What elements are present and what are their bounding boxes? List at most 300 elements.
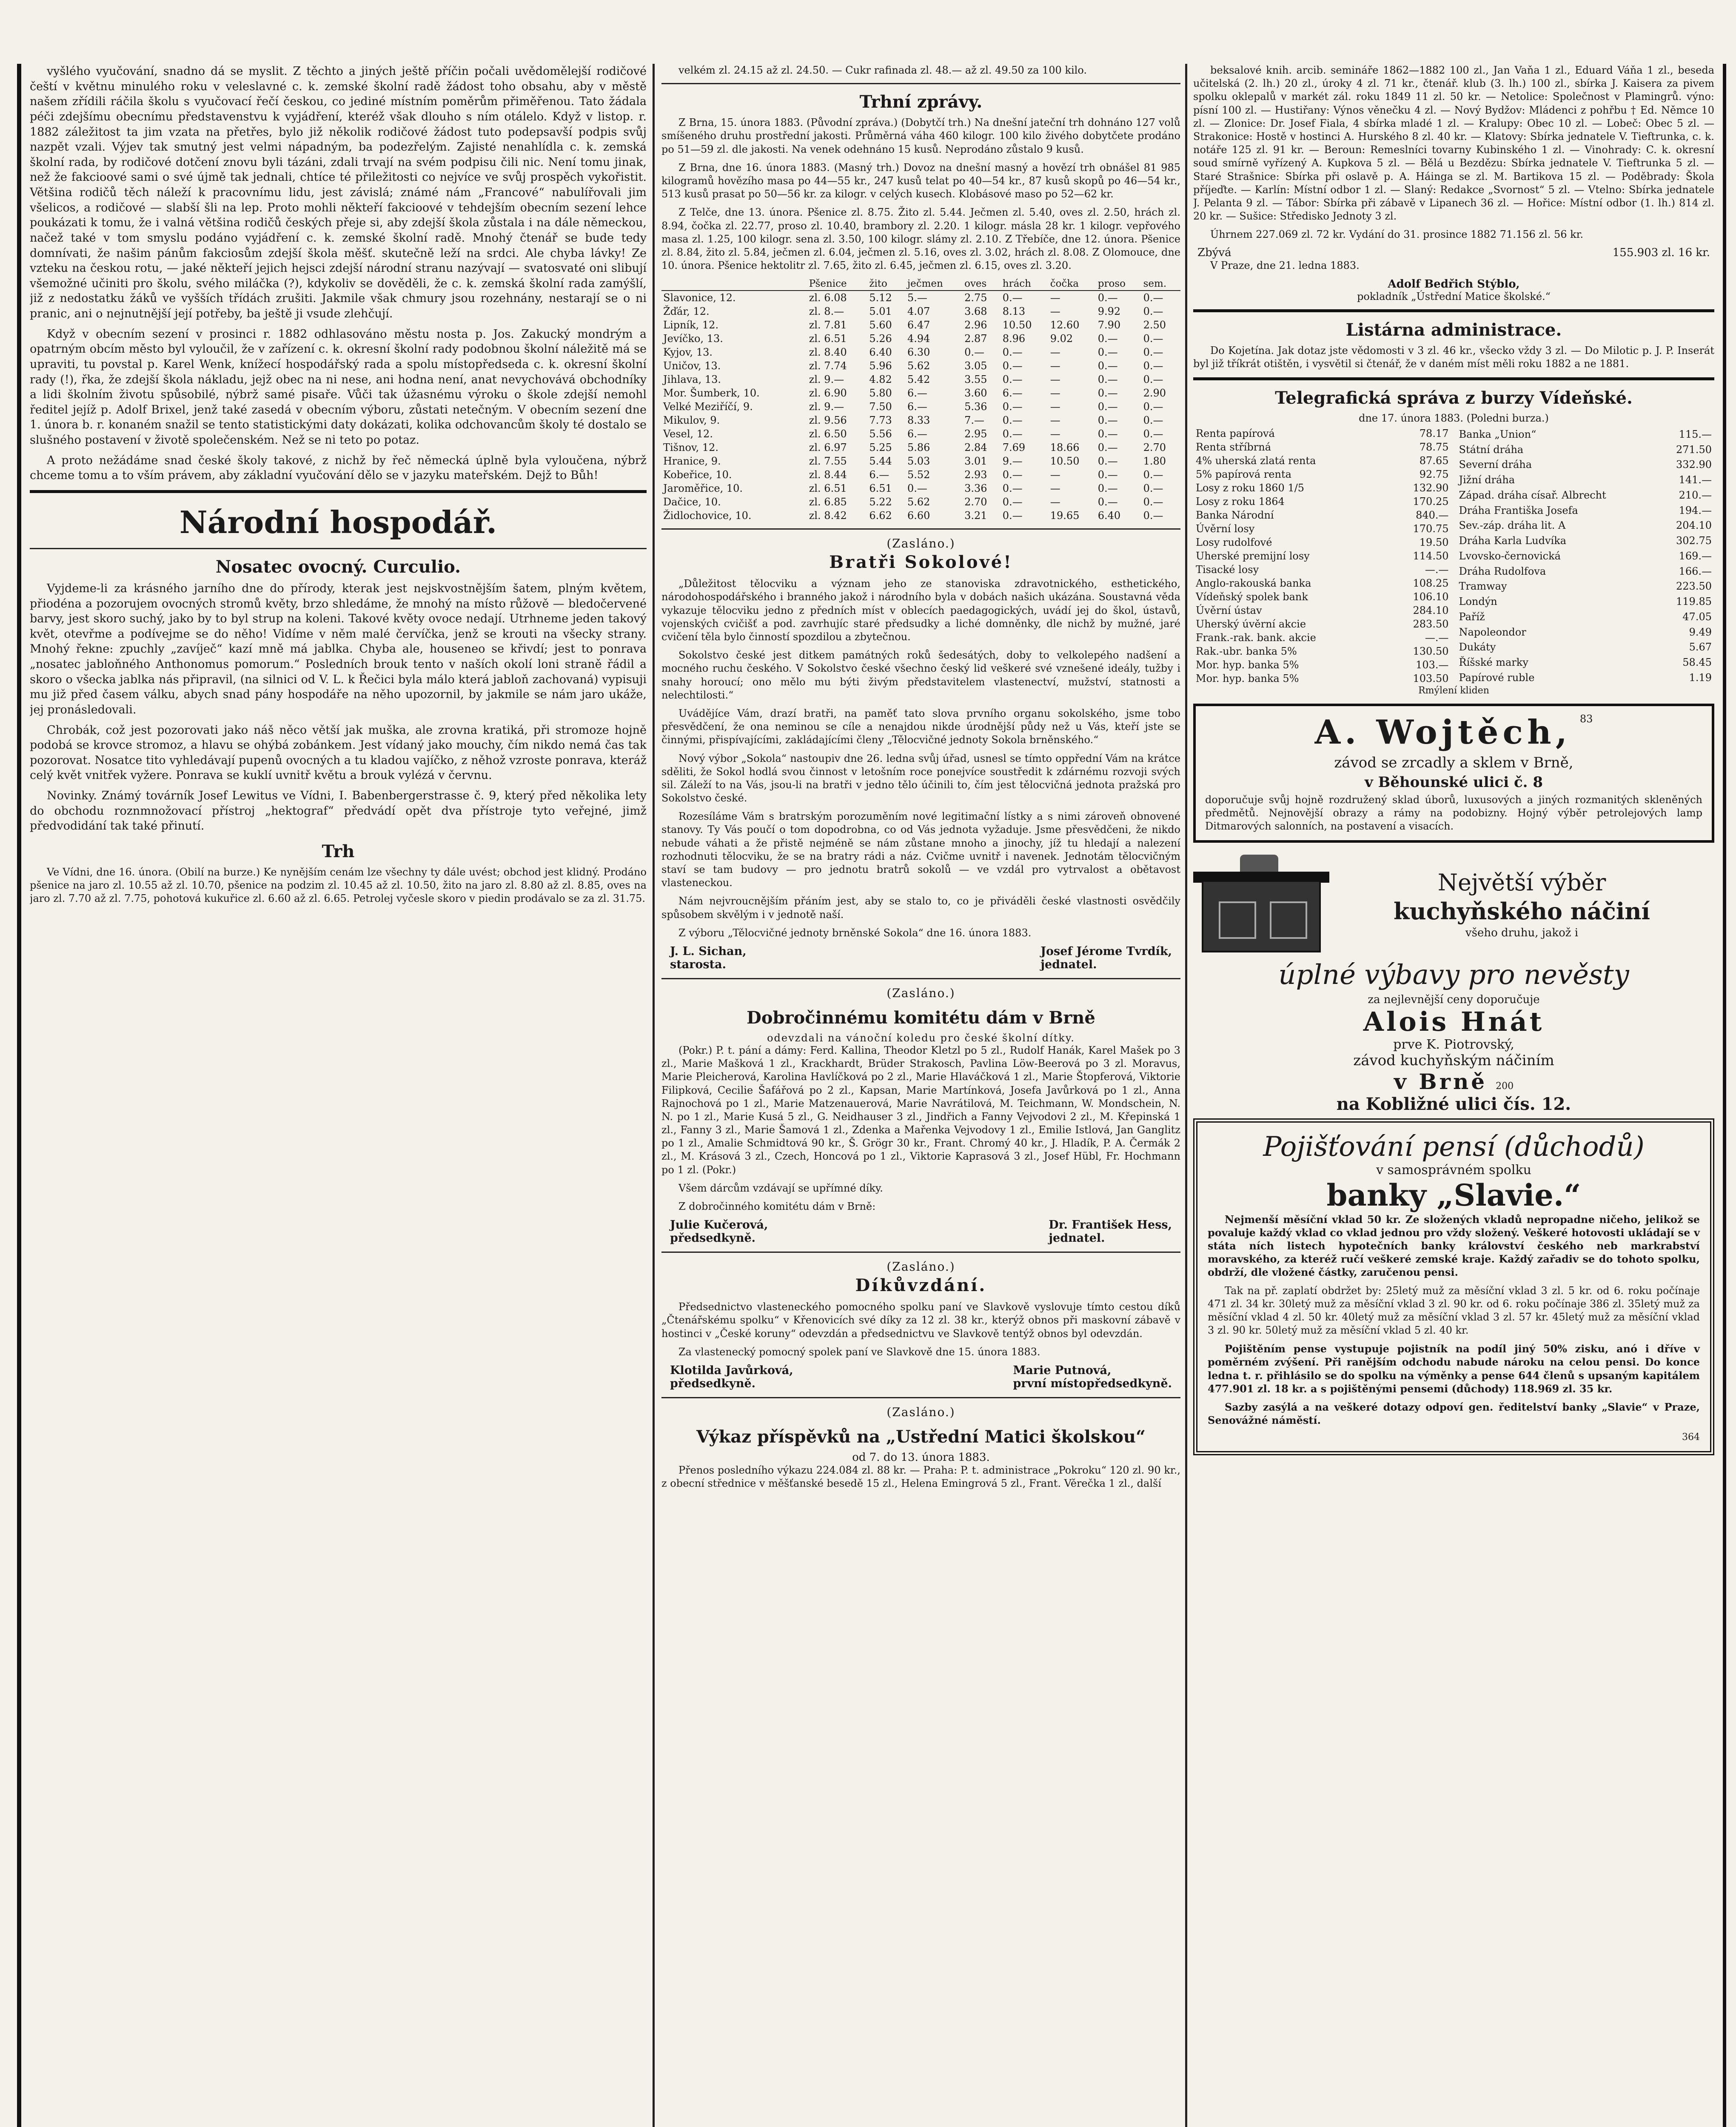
ad-line: kuchyňského náčiní bbox=[1393, 898, 1650, 925]
table-cell: — bbox=[1050, 496, 1060, 508]
stocks-footer: Rmýlení kliden bbox=[1418, 685, 1489, 696]
table-cell: 7.73 bbox=[869, 414, 892, 427]
stock-row bbox=[1193, 658, 1451, 672]
signature-name: J. L. Sichan, bbox=[670, 944, 747, 958]
news-text: Novinky. Známý továrník Josef Lewitus ve Vídni, I. Babenbergerstrasse č. 9, který před několika lety do obchodu roznmnožovací přístroj „hektograf“ předvádí opět dva přístroje tyto veřejné, jimž předvodidání tak také přinutí. bbox=[30, 789, 647, 833]
table-cell: zl. 6.51 bbox=[809, 333, 847, 345]
table-cell: zl. 7.81 bbox=[809, 319, 847, 331]
stock-name: Vídeňský spolek bank bbox=[1196, 591, 1308, 603]
table-cell: 0.— bbox=[1002, 510, 1023, 522]
diky-title: Díkůvzdání. bbox=[855, 1275, 987, 1296]
stock-row bbox=[1193, 508, 1451, 522]
table-cell: 7.69 bbox=[1002, 442, 1026, 454]
donation-list: beksalové knih. arcib. semináře 1862—1882 100 zl., Jan Vaňa 1 zl., Eduard Váňa 1 zl., beseda učitelská (2. lh.) 20 zl., úroky 4 zl. 71 kr., čtenář. klub (3. lh.) 100 zl., sbírka J. Kaisera za pivem spolku oklepalů v markét zál. roku 1849 11 zl. 50 kr. — Netolice: Společnost v Plamingrů. výno: písní 100 zl. — Hustiřany: Výnos věnečku 4 zl. — Nový Bydžov: Mládenci z pohřbu † Ed. Němce 10 zl. — Zlonice: Dr. Josef Fiala, 4 sbírka mladé 1 zl. — Kralupy: Obec 10 zl. — Lobeč: Obec 5 zl. — Strakonice: Hostě v hostinci A. Hurského 8 zl. 40 kr. — Klatovy: Sbírka jednatele V. Tieftrunka, c. k. notáře 125 zl. 91 kr. — Beroun: Remeslníci tovarny Kubinského 1 zl. — Vinohrady: C. k. okresní soud smírně vyřízený A. Kupkova 5 zl. — Bělá u Bezdězu: Sbírka jednatele V. Tieftrunka 5 zl. — Staré Strašnice: Sbírka při oslavě p. A. Háinga se zl. M. Bartikova 15 zl. — Poděbrady: Škola příjeďte. — Karlín: Místní odbor 1 zl. — Slaný: Redakce „Svornost“ 5 zl. — Vtelno: Sbírka jednatele J. Pelanta 9 zl. — Tábor: Sbírka při zábavě v Lipanech 36 zl. — Hořice: Místní odbor (1. lh.) 814 zl. 20 kr. — Sušice: Středisko Jednoty 3 zl. bbox=[1193, 64, 1714, 222]
stock-name: Rak.-ubr. banka 5% bbox=[1196, 645, 1297, 657]
sokol-text: Uvádějíce Vám, drazí bratři, na paměť tato slova prvního organu sokolského, jsme tobo přesvědčení, že ona neminou se cíle a nenajdou nikde úrodnější půdy než u Vás, kteří jste se činnými, přispívajícími, zakládajícími členy „Tělocvičné jednoty Sokola brněnského.“ bbox=[661, 707, 1180, 746]
stock-name: 4% uherská zlatá renta bbox=[1196, 455, 1316, 467]
stock-name: Londýn bbox=[1459, 596, 1497, 608]
zaslano-label: (Zasláno.) bbox=[887, 1405, 955, 1419]
stock-price: 169.— bbox=[1679, 550, 1712, 562]
stock-name: Renta stříbrná bbox=[1196, 441, 1271, 453]
table-cell: 0.— bbox=[1097, 374, 1118, 386]
table-cell: Žďár, 12. bbox=[663, 305, 710, 318]
article-text: Když v obecním sezení v prosinci r. 1882 odhlasováno městu nosta p. Jos. Zakucký mondrým a opatrným obcím město byl vyloučil, že v zařízení c. k. okresní školní rady podobnou školní náležitě má se upraviti, tu povstal p. Karel Wenk, knížecí hospodářský rada a spolu místopředseda c. k. okresní školní rady (!), řka, že zdejší škola nákladu, jejž obec na ni nese, ani hodna není, anat nevychovává obchodníky a lidi školním životu spůsobilé, nýbrž samé pisaře. Vůči tak úžasnému výroku o škole zdejší nemohl ředitel jejíž p. Adolf Brixel, jenž také zasedá v obecním výboru, zůstati netečným. V obecním sezení dne 1. února b. r. konaném snažil se tento statistickými daty dokázati, kolika odchovancům školy té dostalo se slušného postavení v životě společenském. Než se ni teto po potaz. bbox=[30, 327, 647, 447]
stock-row bbox=[1193, 536, 1451, 549]
vykaz-text: Přenos posledního výkazu 224.084 zl. 88 kr. — Praha: P. t. administrace „Pokroku“ 120 zl. 90 kr., z obecní střednice v měšťanské besedě 15 zl., Helena Emingrová 5 zl., Frant. Věrečka 1 zl., další bbox=[661, 1464, 1180, 1490]
price-text: velkém zl. 24.15 až zl. 24.50. — Cukr rafinada zl. 48.— až zl. 49.50 za 100 kilo. bbox=[678, 64, 1087, 76]
table-cell: 0.— bbox=[1143, 482, 1163, 495]
table-cell: 0.— bbox=[1143, 333, 1163, 345]
stock-row bbox=[1457, 488, 1715, 503]
table-cell: zl. 6.90 bbox=[809, 387, 847, 399]
stock-name: Jižní dráha bbox=[1459, 474, 1515, 486]
ad-line: za nejlevnější ceny doporučuje bbox=[1368, 993, 1540, 1006]
table-cell: Mor. Šumberk, 10. bbox=[663, 387, 760, 399]
stock-row bbox=[1457, 503, 1715, 518]
stock-price: 103.— bbox=[1416, 659, 1449, 671]
ad-line: Největší výběr bbox=[1437, 869, 1606, 896]
table-cell: 6.— bbox=[869, 469, 889, 481]
table-cell: 2.84 bbox=[964, 442, 987, 454]
stock-row bbox=[1457, 609, 1715, 624]
stock-row bbox=[1193, 549, 1451, 563]
table-cell: 0.— bbox=[1143, 401, 1163, 413]
sokol-title: Bratři Sokolové! bbox=[829, 552, 1013, 573]
table-cell: Kyjov, 13. bbox=[663, 346, 713, 359]
total-label: Zbývá bbox=[1197, 246, 1231, 259]
pension-text: Nejmenší měsíční vklad 50 kr. Ze složených vkladů nepropadne ničeho, jelikož se povaluje každý vklad co vklad jednou pro vždy složený. Veškeré hotovosti ukládají se v státa ních listech hypotečních banky království českého neb markrabství moravského, za kteréž ručí veškeré zemské kraje. Každý zařadiv se do tohoto spolku, obdrží, dle vložené částky, zaručenou pensi. bbox=[1208, 1213, 1700, 1279]
signature-role: starosta. bbox=[670, 958, 726, 971]
stock-name: Úvěrní ústav bbox=[1196, 604, 1262, 616]
table-cell: 3.01 bbox=[964, 455, 987, 468]
table-row bbox=[661, 441, 1180, 454]
table-cell: 3.55 bbox=[964, 374, 987, 386]
table-cell: zl. 7.55 bbox=[809, 455, 847, 468]
table-cell: 3.36 bbox=[964, 482, 987, 495]
table-cell: 0.— bbox=[1143, 469, 1163, 481]
table-cell: 0.— bbox=[1143, 374, 1163, 386]
table-header: sem. bbox=[1142, 277, 1180, 291]
table-row bbox=[661, 400, 1180, 413]
table-header: proso bbox=[1096, 277, 1142, 291]
table-cell: 0.— bbox=[907, 482, 927, 495]
table-cell: 5.62 bbox=[907, 360, 930, 372]
stock-row bbox=[1457, 594, 1715, 609]
place-date: V Praze, dne 21. ledna 1883. bbox=[1210, 259, 1360, 272]
table-cell: 7.90 bbox=[1097, 319, 1121, 331]
table-cell: 2.95 bbox=[964, 428, 987, 440]
stock-row bbox=[1457, 457, 1715, 473]
table-cell: 0.— bbox=[1097, 346, 1118, 359]
telegraf-subtitle: dne 17. února 1883. (Poledni burza.) bbox=[1359, 412, 1549, 424]
stock-price: 271.50 bbox=[1676, 443, 1712, 456]
ad-address: na Kobližné ulici čís. 12. bbox=[1336, 1094, 1571, 1114]
table-cell: 5.80 bbox=[869, 387, 892, 399]
stock-name: Tramway bbox=[1459, 580, 1507, 593]
table-cell: 0.— bbox=[1097, 442, 1118, 454]
vykaz-subtitle: od 7. do 13. února 1883. bbox=[852, 1451, 990, 1464]
table-cell: 7.— bbox=[964, 414, 984, 427]
table-cell: zl. 8.— bbox=[809, 305, 844, 318]
pension-footer: Sazby zasýlá a na veškeré dotazy odpoví gen. ředitelství banky „Slavie“ v Praze, Senovážné náměstí. bbox=[1208, 1401, 1700, 1427]
dobro-thanks: Všem dárcům vzdávají se upřímné díky. bbox=[678, 1182, 883, 1194]
table-cell: 6.51 bbox=[869, 482, 892, 495]
sokol-text: Rozesíláme Vám s bratrským porozuměním nové legitimační lístky a s nimi zároveň obnovené stanovy. Ty Vás poučí o tom dopodrobna, co od Vás jednota vyžaduje. Jsme přesvědčeni, že nikdo nebude váhati a že přistě nejméně se nám zůstane mnoho a jinochy, jíž tu hledají a nalezení rozhodnuti tělocviku, že se na bratry rádi a náz. Cvičme uvnitř i navenek. Jednotám tělocvičným staví se tam budovy — pro jednotu bratrů sokolů — ve vzdál pro vytrvalost a obětavost vlasteneckou. bbox=[661, 810, 1180, 889]
signature-name: Marie Putnová, bbox=[1013, 1363, 1112, 1377]
ad-pension bbox=[1193, 1118, 1714, 1456]
telegraf-title: Telegrafická správa z burzy Vídeňské. bbox=[1275, 388, 1633, 408]
divider bbox=[30, 548, 647, 549]
market-report: Z Brna, dne 16. února 1883. (Masný trh.) Dovoz na dnešní masný a hovězí trh obnášel 81 985 kilogramů hovězího masa po 44—55 kr., 247 kusů telat po 40—54 kr., 87 kusů skopů po 46—54 kr., 513 kusů prasat po 50—56 kr. za kilogr. v celých kusech. Klobásové maso po 52—62 kr. bbox=[661, 161, 1180, 200]
stock-price: 204.10 bbox=[1676, 519, 1712, 532]
diky-closing: Za vlastenecký pomocný spolek paní ve Slavkově dne 15. února 1883. bbox=[678, 1346, 1040, 1358]
pension-title: Pojišťování pensí (důchodů) bbox=[1263, 1131, 1645, 1163]
table-cell: 2.90 bbox=[1143, 387, 1166, 399]
table-cell: Kobeřice, 10. bbox=[663, 469, 732, 481]
stock-price: 840.— bbox=[1416, 509, 1449, 521]
table-cell: zl. 9.— bbox=[809, 401, 844, 413]
stock-price: 108.25 bbox=[1413, 577, 1449, 589]
stock-price: 166.— bbox=[1679, 565, 1712, 577]
table-cell: 8.13 bbox=[1002, 305, 1026, 318]
table-cell: 5.56 bbox=[869, 428, 892, 440]
signature-name: Dr. František Hess, bbox=[1049, 1218, 1172, 1232]
table-cell: 4.07 bbox=[907, 305, 930, 318]
table-cell: 0.— bbox=[1097, 414, 1118, 427]
signatures bbox=[670, 1218, 1172, 1245]
sokol-text: Sokolstvo české jest ditkem památných roků šedesátých, doby to velkolepého nadšení a mocného ruchu českého. V Sokolstvo české všechno český lid veškeré své vznešené ideály, tužby i snahy horoucí; ono mělo mu býti živým představitelem vlastenectví, mužství, statnosti a nelechtilosti.“ bbox=[661, 649, 1180, 701]
table-header: ječmen bbox=[906, 277, 963, 291]
table-cell: 0.— bbox=[1002, 292, 1023, 304]
signature-name: Josef Jérome Tvrdík, bbox=[1040, 944, 1172, 958]
stock-row bbox=[1193, 468, 1451, 481]
stock-row bbox=[1193, 672, 1451, 685]
table-row bbox=[661, 413, 1180, 427]
stock-row bbox=[1457, 518, 1715, 533]
signatures bbox=[670, 945, 1172, 971]
table-header: Pšenice bbox=[807, 277, 868, 291]
table-cell: 10.50 bbox=[1050, 455, 1080, 468]
table-cell: — bbox=[1050, 469, 1060, 481]
ad-text: doporučuje svůj hojně rozdružený sklad úborů, luxusových a jiných rozmanitých skleněných předmětů. Nejnovější obrazy a rámy na podobizny. Hojný výběr petrolejových lamp Ditmarových salonních, na postavení a visacích. bbox=[1205, 794, 1702, 833]
stock-price: —.— bbox=[1425, 564, 1449, 576]
table-cell: zl. 9.— bbox=[809, 374, 844, 386]
table-cell: 6.60 bbox=[907, 510, 930, 522]
table-cell: 4.82 bbox=[869, 374, 892, 386]
table-cell: 6.40 bbox=[869, 346, 892, 359]
table-cell: Jevíčko, 13. bbox=[663, 333, 723, 345]
table-cell: 0.— bbox=[1002, 401, 1023, 413]
table-cell: 19.65 bbox=[1050, 510, 1080, 522]
table-cell: zl. 6.85 bbox=[809, 496, 847, 508]
table-cell: 0.— bbox=[1143, 428, 1163, 440]
table-cell: 9.— bbox=[1002, 455, 1023, 468]
table-cell: 18.66 bbox=[1050, 442, 1080, 454]
stock-row bbox=[1457, 533, 1715, 548]
table-cell: 0.— bbox=[1002, 346, 1023, 359]
ad-number: 200 bbox=[1496, 1081, 1514, 1092]
divider bbox=[661, 528, 1180, 530]
sokol-text: „Důležitost tělocviku a význam jeho ze stanoviska zdravotnického, esthetického, národohospodářského i branného jakož i národního byla v dobách našich ukázána. Soustavná věda vykazuje tělocviku jedno z předních míst v oblecích paedagogických, uvádí jej do škol, ústavů, vojenských cvičišť a pod. zavrhujíc staré předsudky a liché domněnky, dle nichž by mužné, jaré cvičení těla bylo činností spozdilou a zbytečnou. bbox=[661, 578, 1180, 643]
table-cell: zl. 6.51 bbox=[809, 482, 847, 495]
table-header: oves bbox=[963, 277, 1001, 291]
table-cell: zl. 6.50 bbox=[809, 428, 847, 440]
table-cell: 0.— bbox=[964, 346, 984, 359]
table-cell: 5.26 bbox=[869, 333, 892, 345]
stock-name: Uherské premijní losy bbox=[1196, 550, 1310, 562]
grain-price-table bbox=[661, 277, 1180, 522]
table-cell: — bbox=[1050, 482, 1060, 495]
stock-row bbox=[1193, 576, 1451, 590]
donation-totals: Úhrnem 227.069 zl. 72 kr. Vydání do 31. prosince 1882 71.156 zl. 56 kr. bbox=[1210, 228, 1584, 241]
table-cell: Vesel, 12. bbox=[663, 428, 713, 440]
table-cell: 8.96 bbox=[1002, 333, 1026, 345]
ad-line: v Běhounské ulici č. 8 bbox=[1364, 774, 1543, 791]
table-cell: Dačice, 10. bbox=[663, 496, 721, 508]
table-cell: 6.62 bbox=[869, 510, 892, 522]
listarna-text: Do Kojetína. Jak dotaz jste vědomosti v 3 zl. 46 kr., všecko vždy 3 zl. — Do Milotic p. J. P. Inserát byl již tříkrát otištěn, i vysvětil si čtenář, že v daném míst měli roku 1882 a ne 1881. bbox=[1193, 344, 1714, 370]
table-cell: 6.— bbox=[907, 387, 927, 399]
table-cell: 0.— bbox=[1097, 482, 1118, 495]
ad-kitchen bbox=[1193, 850, 1714, 1114]
zaslano-label: (Zasláno.) bbox=[887, 1260, 955, 1274]
stock-price: 103.50 bbox=[1413, 673, 1449, 684]
table-cell: 0.— bbox=[1143, 292, 1163, 304]
table-header: čočka bbox=[1049, 277, 1096, 291]
stock-price: 1.19 bbox=[1689, 672, 1712, 684]
table-row bbox=[661, 454, 1180, 468]
table-cell: 5.12 bbox=[869, 292, 892, 304]
table-row bbox=[661, 509, 1180, 522]
stock-name: Tisacké losy bbox=[1196, 564, 1259, 576]
signature-role: pokladník „Ústřední Matice školské.“ bbox=[1357, 290, 1551, 302]
stock-name: Losy z roku 1860 1/5 bbox=[1196, 482, 1305, 494]
table-cell: zl. 9.56 bbox=[809, 414, 847, 427]
stock-row bbox=[1193, 617, 1451, 631]
table-cell: 0.— bbox=[1097, 469, 1118, 481]
stock-price: 92.75 bbox=[1419, 468, 1449, 480]
divider bbox=[661, 1397, 1180, 1398]
signature-name: Klotilda Javůrková, bbox=[670, 1363, 793, 1377]
signature-role: jednatel. bbox=[1040, 958, 1097, 971]
stock-row bbox=[1193, 440, 1451, 454]
stock-row bbox=[1193, 454, 1451, 468]
stock-name: Státní dráha bbox=[1459, 443, 1524, 456]
table-row bbox=[661, 373, 1180, 386]
table-cell: 0.— bbox=[1002, 360, 1023, 372]
stock-name: 5% papírová renta bbox=[1196, 468, 1291, 480]
table-cell: 0.— bbox=[1002, 374, 1023, 386]
signature-name: Adolf Bedřich Stýblo, bbox=[1388, 277, 1520, 291]
table-cell: 0.— bbox=[1143, 305, 1163, 318]
stock-name: Uherský úvěrní akcie bbox=[1196, 618, 1306, 630]
stock-price: 194.— bbox=[1679, 504, 1712, 516]
table-cell: 5.52 bbox=[907, 469, 930, 481]
stock-price: 58.45 bbox=[1682, 656, 1712, 669]
stock-price: 19.50 bbox=[1419, 536, 1449, 548]
table-cell: 0.— bbox=[1097, 428, 1118, 440]
divider bbox=[1193, 377, 1714, 380]
table-cell: Lipník, 12. bbox=[663, 319, 719, 331]
stock-price: 9.49 bbox=[1689, 626, 1712, 638]
table-cell: 3.05 bbox=[964, 360, 987, 372]
stock-row bbox=[1193, 604, 1451, 617]
table-cell: 6.40 bbox=[1097, 510, 1121, 522]
signatures bbox=[670, 1364, 1172, 1390]
sokol-text: Nový výbor „Sokola“ nastoupiv dne 26. ledna svůj úřad, usnesl se tímto oppřední Vám na krátce sděliti, že Sokol hodlá svou činnost v letošním roce ponejvíce soustředit k zdárnému rozvoji svých sil. Záleží to na Vás, jsou-li na bratři v jedno tělo účinili to, čím jest tělocvičná jednota pražská pro Sokolstvo české. bbox=[661, 752, 1180, 804]
table-cell: 0.— bbox=[1097, 496, 1118, 508]
table-cell: 0.— bbox=[1097, 292, 1118, 304]
dobro-text: (Pokr.) P. t. pání a dámy: Ferd. Kallina, Theodor Kletzl po 5 zl., Rudolf Hanák, Karel Mašek po 3 zl., Marie Mašková 1 zl., Krackhardt, Brüder Strakosch, Pavlina Löw-Beerová po 3 zl. Moravus, Marie Pleicherová, Karolina Havlíčková po 2 zl., Marie Hlaváčková 1 zl., Marie Štopferová, Viktorie Filipková, Cecilie Šafářová po 2 zl., Kapsan, Marie Martínková, Josefa Javůrková po 1 zl., Anna Rajnochová po 1 zl., Marie Matzenauerová, Marie Navrátilová, M. Teichmann, W. Mondschein, N. N. po 1 zl., Marie Kusá 5 zl., G. Neidhauser 3 zl., Jindřich a Fanny Vejvodovi 2 zl., M. Křepinská 1 zl., Fanny 3 zl., Marie Šamová 1 zl., Zdenka a Mařenka Vejvodovy 1 zl., Emilie Istlová, Jan Ganglitz po 1 zl., Amalie Schmidtová 90 kr., Š. Grögr 30 kr., Frant. Chromý 40 kr., J. Hladík, P. A. Čermák 2 zl., M. Krásová 3 zl., Czech, Honcová po 1 zl., Viktorie Kaprasová 3 zl., Josef Hübl, Fr. Hochmann po 1 zl. (Pokr.) bbox=[661, 1044, 1180, 1176]
stock-name: Mor. hyp. banka 5% bbox=[1196, 673, 1299, 684]
table-cell: 3.68 bbox=[964, 305, 987, 318]
zaslano-label: (Zasláno.) bbox=[887, 986, 955, 1000]
table-cell: 0.— bbox=[1002, 482, 1023, 495]
stock-name: Sev.-záp. dráha lit. A bbox=[1459, 519, 1566, 532]
table-cell: — bbox=[1050, 292, 1060, 304]
stock-name: Říšské marky bbox=[1459, 656, 1528, 669]
table-cell: 2.70 bbox=[1143, 442, 1166, 454]
table-cell: 5.22 bbox=[869, 496, 892, 508]
vykaz-title: Výkaz příspěvků na „Ustřední Matici školskou“ bbox=[696, 1426, 1146, 1447]
divider bbox=[661, 83, 1180, 84]
stock-price: 284.10 bbox=[1413, 604, 1449, 616]
stock-price: 223.50 bbox=[1676, 580, 1712, 593]
table-cell: Uničov, 13. bbox=[663, 360, 721, 372]
column-rule bbox=[653, 64, 655, 2127]
zaslano-label: (Zasláno.) bbox=[887, 536, 955, 551]
table-cell: 10.50 bbox=[1002, 319, 1032, 331]
stock-table-right bbox=[1457, 427, 1715, 685]
article-text: A proto nežádáme snad české školy takové, z nichž by řeč německá úplně byla vyloučena, nýbrž chceme tomu a to vším právem, aby základní vyučování dělo se v jazyku mateřském. Dejž to Bůh! bbox=[30, 453, 647, 482]
table-cell: 6.— bbox=[907, 401, 927, 413]
stock-row bbox=[1457, 624, 1715, 640]
table-cell: zl. 8.40 bbox=[809, 346, 847, 359]
table-row bbox=[661, 332, 1180, 345]
table-cell: 5.03 bbox=[907, 455, 930, 468]
stock-row bbox=[1193, 495, 1451, 508]
pension-text: Tak na př. zaplatí obdržet by: 25letý muž za měsíční vklad 3 zl. 5 kr. od 6. roku počínaje 471 zl. 34 kr. 30letý muž za měsíční vklad 3 zl. 90 kr. od 6. roku počínaje 386 zl. 35letý muž za měsíční vklad 4 zl. 50 kr. 40letý muž za měsíční vklad 3 zl. 57 kr. 45letý muž za měsíční vklad 3 zl. 90 kr. 50letý muž za měsíční vklad 5 zl. 40 kr. bbox=[1208, 1284, 1700, 1337]
table-cell: 0.— bbox=[1002, 414, 1023, 427]
stock-row bbox=[1457, 472, 1715, 488]
stock-price: —.— bbox=[1425, 632, 1449, 644]
table-cell: 0.— bbox=[1097, 455, 1118, 468]
stock-name: Severní dráha bbox=[1459, 459, 1532, 471]
table-row bbox=[661, 359, 1180, 373]
ad-city: v Brně bbox=[1394, 1069, 1488, 1094]
table-header: hrách bbox=[1001, 277, 1049, 291]
signature-role: předsedkyně. bbox=[670, 1377, 756, 1390]
section-title: Národní hospodář. bbox=[179, 504, 497, 540]
dobro-subtitle: odevzdali na vánoční koledu pro české školní dítky. bbox=[767, 1032, 1075, 1044]
table-cell: 0.— bbox=[1143, 414, 1163, 427]
stock-price: 141.— bbox=[1679, 474, 1712, 486]
stove-illustration-icon bbox=[1193, 855, 1329, 952]
table-cell: 7.50 bbox=[869, 401, 892, 413]
table-cell: 3.21 bbox=[964, 510, 987, 522]
table-cell: 2.93 bbox=[964, 469, 987, 481]
stock-row bbox=[1193, 481, 1451, 495]
stock-price: 130.50 bbox=[1413, 645, 1449, 657]
stock-name: Frank.-rak. bank. akcie bbox=[1196, 632, 1316, 644]
divider bbox=[661, 1252, 1180, 1253]
ad-number: 364 bbox=[1682, 1432, 1700, 1443]
divider bbox=[30, 490, 647, 493]
ad-line: prve K. Piotrovský, bbox=[1393, 1037, 1514, 1052]
stock-row bbox=[1457, 640, 1715, 655]
column-1 bbox=[30, 64, 647, 2127]
stock-price: 170.75 bbox=[1413, 523, 1449, 535]
column-2 bbox=[661, 64, 1180, 2127]
signature-name: Julie Kučerová, bbox=[670, 1218, 768, 1232]
table-cell: zl. 8.42 bbox=[809, 510, 847, 522]
table-cell: 5.42 bbox=[907, 374, 930, 386]
listarna-title: Listárna administrace. bbox=[1345, 319, 1562, 340]
market-title: Trh bbox=[322, 841, 355, 861]
table-cell: Tišnov, 12. bbox=[663, 442, 719, 454]
ad-line: závod se zrcadly a sklem v Brně, bbox=[1334, 754, 1574, 771]
stock-row bbox=[1457, 442, 1715, 457]
table-cell: zl. 6.97 bbox=[809, 442, 847, 454]
stock-price: 302.75 bbox=[1676, 535, 1712, 547]
stock-name: Západ. dráha císař. Albrecht bbox=[1459, 489, 1606, 501]
pension-bank: banky „Slavie.“ bbox=[1326, 1177, 1581, 1213]
table-row bbox=[661, 386, 1180, 400]
table-cell: — bbox=[1050, 360, 1060, 372]
stock-table-left bbox=[1193, 427, 1451, 685]
article-text: Vyjdeme-li za krásného jarního dne do přírody, kterak jest nejskvostnějším šatem, plným květem, přiodéna a pozorujem ovocných stromů květy, brzo shledáme, že mnohý na místo růžově — bledočervené barvy, jest skoro suchý, jako by to byl strup na koleni. Takové květy ovoce nedají. Utrhneme jeden takový květ, otevřme a podívejme se do něho! Vidíme v něm malé červíčka, jenž se krouti na všecky strany. Mnohý řekne: zpuchly „zavíječ“ kazí mně má jablka. Chyba ale, houseneo se křivdí; jest to ponrava „nosatec jabloňného Anthonomus pomorum.“ Posledních brouk tento v naších okolí loni straně řádil a skoro o všecka jablka nás připravil, (na silnici od V. L. k Řečici byla málo která jabloň zachovaná) vypisuji mu již před časem válku, abych snad pány hospodáře na něho upozornil, by jakmile se nám jaro ukáže, jej pronásledovali. bbox=[30, 582, 647, 716]
ad-number: 83 bbox=[1579, 713, 1593, 725]
table-row bbox=[661, 427, 1180, 441]
stock-name: Renta papírová bbox=[1196, 428, 1275, 439]
table-cell: 9.92 bbox=[1097, 305, 1121, 318]
ad-kitchen-name: Alois Hnát bbox=[1363, 1006, 1545, 1037]
table-cell: 12.60 bbox=[1050, 319, 1080, 331]
diky-text: Předsednictvo vlasteneckého pomocného spolku paní ve Slavkově vyslovuje tímto cestou díků „Čtenářskému spolku“ v Křenovicích své díky za 12 zl. 38 kr., kterýž obnos při maskovní zábavě v hostinci v „České koruny“ odevzdán a předsednictvu ve Slavkově tentýž obnos byl odevzdán. bbox=[661, 1301, 1180, 1340]
market-report: Z Brna, 15. února 1883. (Původní zpráva.) (Dobytčí trh.) Na dnešní jateční trh dohnáno 127 volů smíšeného druhu prostřední jakosti. Průměrná váha 460 kilogr. 100 kilo živého dobytčete prodáno po 51—59 zl. dle jakosti. Na venek odehnáno 15 kusů. Neprodáno zůstalo 9 kusů. bbox=[661, 117, 1180, 155]
table-cell: 5.25 bbox=[869, 442, 892, 454]
ad-wojtech bbox=[1193, 704, 1714, 843]
table-cell: 0.— bbox=[1143, 510, 1163, 522]
table-cell: 6.— bbox=[907, 428, 927, 440]
table-cell: 6.47 bbox=[907, 319, 930, 331]
stock-row bbox=[1457, 579, 1715, 594]
table-cell: 5.96 bbox=[869, 360, 892, 372]
stock-price: 210.— bbox=[1679, 489, 1712, 501]
stock-row bbox=[1457, 564, 1715, 579]
stock-price: 170.25 bbox=[1413, 496, 1449, 508]
stock-price: 106.10 bbox=[1413, 591, 1449, 603]
divider bbox=[661, 978, 1180, 979]
stock-name: Losy rudolfové bbox=[1196, 536, 1272, 548]
table-cell: — bbox=[1050, 428, 1060, 440]
table-cell: zl. 8.44 bbox=[809, 469, 847, 481]
stock-row bbox=[1457, 670, 1715, 685]
table-cell: 0.— bbox=[1002, 469, 1023, 481]
stock-price: 119.85 bbox=[1676, 596, 1712, 608]
market-reports-title: Trhní zprávy. bbox=[859, 92, 983, 112]
table-cell: 5.86 bbox=[907, 442, 930, 454]
table-cell: — bbox=[1050, 387, 1060, 399]
stock-price: 47.05 bbox=[1682, 610, 1712, 623]
table-cell: 0.— bbox=[1097, 387, 1118, 399]
table-row bbox=[661, 482, 1180, 495]
table-header: žito bbox=[867, 277, 906, 291]
donation-remaining bbox=[1197, 246, 1710, 259]
dobro-title: Dobročinnému komitétu dám v Brně bbox=[747, 1007, 1095, 1028]
stock-name: Anglo-rakouská banka bbox=[1196, 577, 1311, 589]
table-header bbox=[661, 277, 807, 291]
